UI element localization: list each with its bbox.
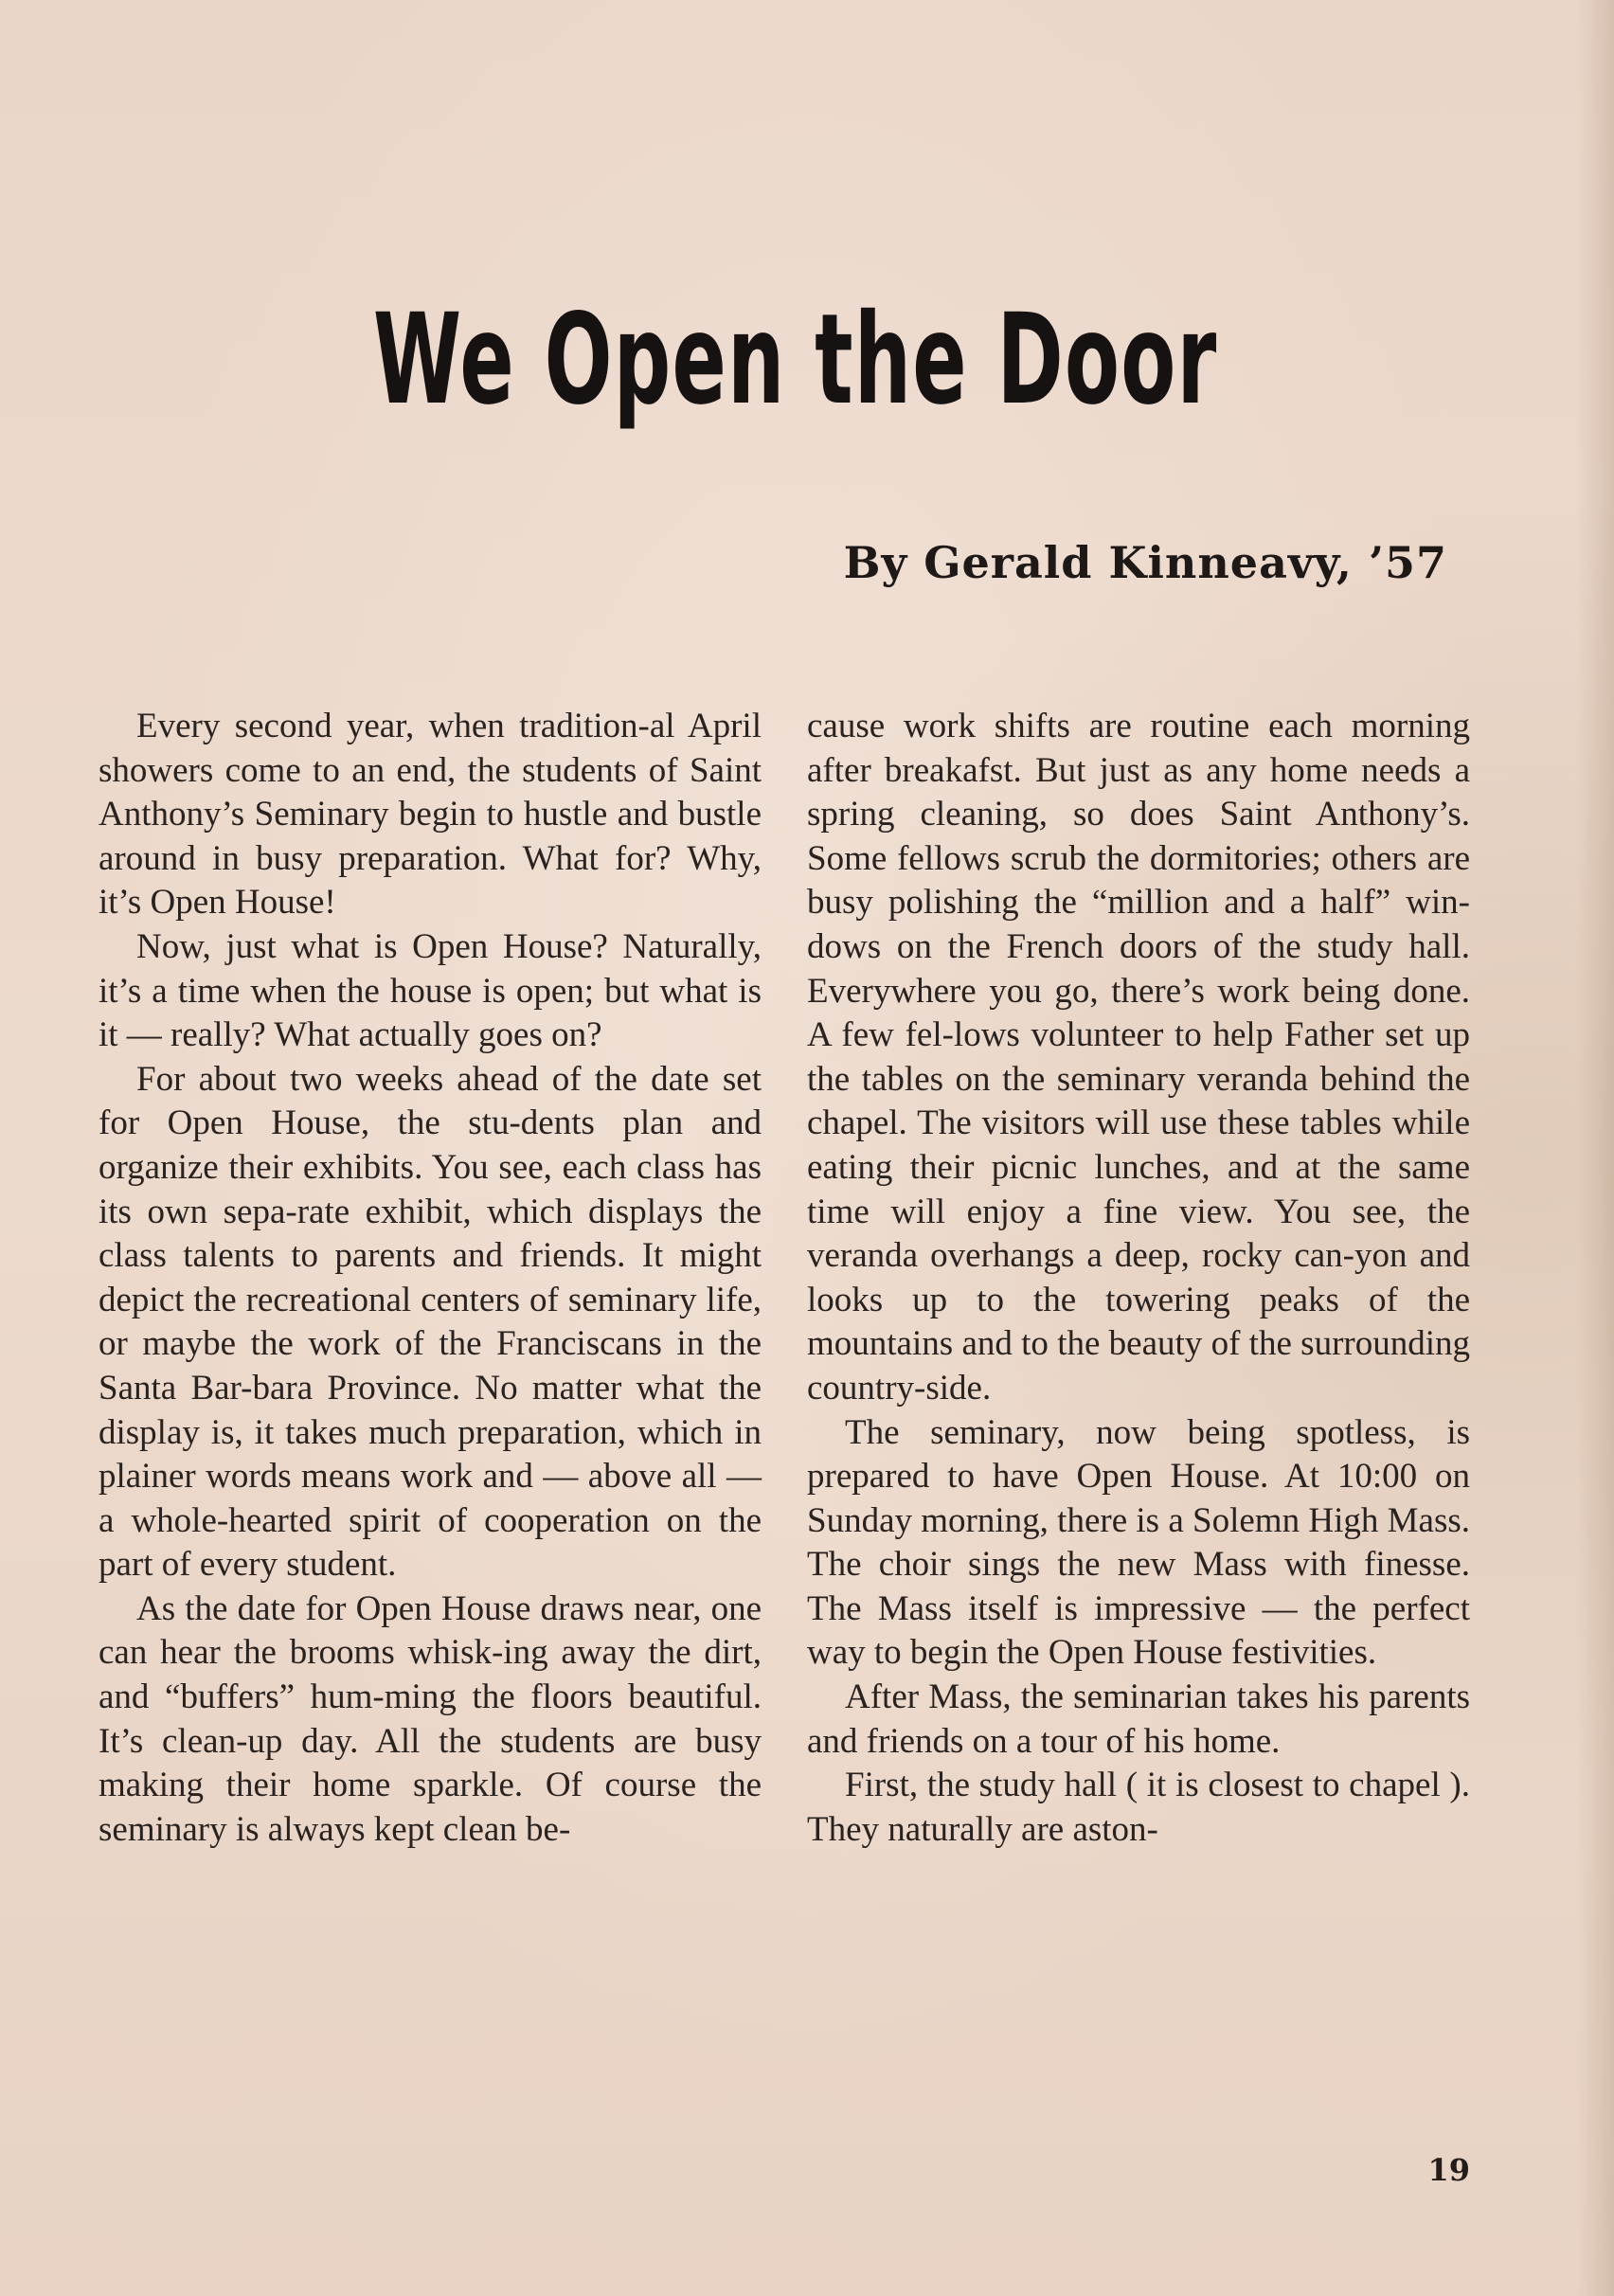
article-title: We Open the Door [372,287,1218,433]
page-edge-shadow [1576,0,1614,2296]
paragraph: As the date for Open House draws near, one can hear the brooms whisk-ing away the dirt, and “buffers” hum-ming the floors beautiful. It’s clean-up day. All the students are busy making their home sparkle. Of course the seminary is always kept clean be- [99,1588,762,1849]
page-number: 19 [1427,2152,1470,2188]
left-column [99,705,762,1852]
paragraph-continued: cause work shifts are routine each morning after breakafst. But just as any home needs a spring cleaning, so does Saint Anthony’s. Some fellows scrub the dormitories; others are busy polishing the “million and a half” win-dows on the French doors of the study hall. Everywhere you go, there’s work being done. A few fel-lows volunteer to help Father set up the tables on the seminary veranda behind the chapel. The visitors will use these tables while eating their picnic lunches, and at the same time will enjoy a fine view. You see, the veranda overhangs a deep, rocky can-yon and looks up to the towering peaks of the mountains and to the beauty of the surrounding country-side. [807,707,1470,1408]
paragraph: For about two weeks ahead of the date set for Open House, the stu-dents plan and organize their exhibits. You see, each class has its own sepa-rate exhibit, which displays the class talents to parents and friends. It might depict the recreational centers of seminary life, or maybe the work of the Franciscans in the Santa Bar-bara Province. No matter what the display is, it takes much preparation, which in plainer words means work and — above all — a whole-hearted spirit of cooperation on the part of every student. [99,1059,762,1585]
paragraph: First, the study hall ( it is closest to chapel ). They naturally are aston- [807,1766,1470,1849]
paragraph: Now, just what is Open House? Naturally, it’s a time when the house is open; but what is it — really? What actually goes on? [99,926,762,1055]
right-column [807,705,1470,1852]
article-byline: By Gerald Kinneavy, ’57 [843,537,1447,588]
paragraph: Every second year, when tradition-al April showers come to an end, the students of Saint Anthony’s Seminary begin to hustle and bustle around in busy preparation. What for? Why, it’s Open House! [99,707,762,923]
paragraph: The seminary, now being spotless, is prepared to have Open House. At 10:00 on Sunday morning, there is a Solemn High Mass. The choir sings the new Mass with finesse. The Mass itself is impressive — the perfect way to begin the Open House festivities. [807,1412,1470,1673]
paragraph: After Mass, the seminarian takes his parents and friends on a tour of his home. [807,1677,1470,1761]
